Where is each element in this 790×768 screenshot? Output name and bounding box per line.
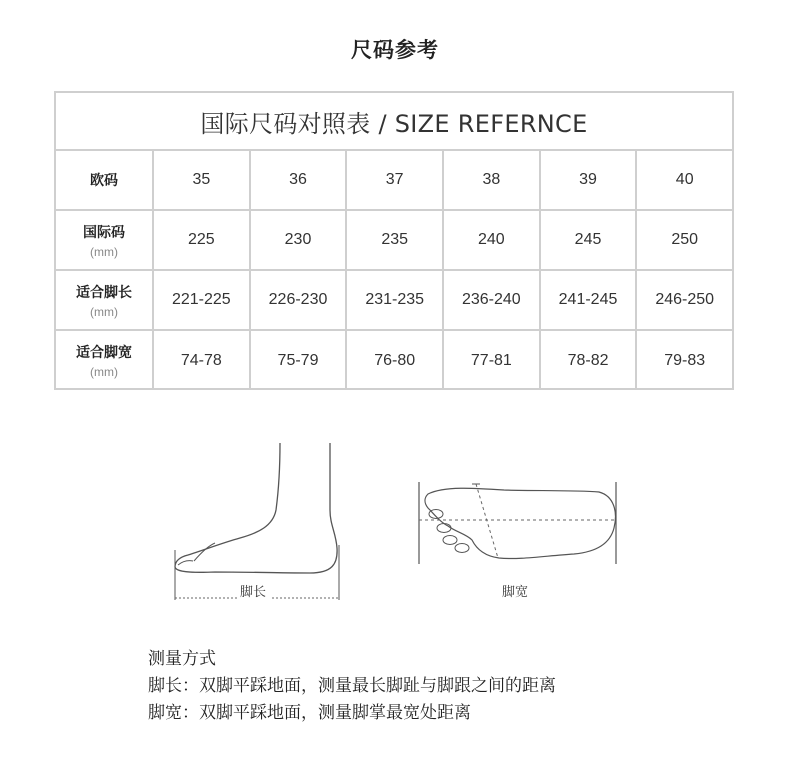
foot-side-view-illustration <box>160 440 360 600</box>
table-cell: 76-80 <box>345 331 442 390</box>
row-unit: (mm) <box>90 304 118 319</box>
row-label: 国际码 <box>83 224 125 241</box>
table-cell: 77-81 <box>442 331 539 390</box>
table-row-intl-size <box>56 211 732 271</box>
table-row-foot-length <box>56 271 732 331</box>
row-header <box>56 331 152 390</box>
table-cell: 37 <box>345 151 442 209</box>
measurement-figures <box>0 430 790 610</box>
notes-length-instruction: 脚长：双脚平踩地面，测量最长脚趾与脚跟之间的距离 <box>148 676 556 696</box>
table-row-eu-size <box>56 151 732 211</box>
table-row-foot-width <box>56 331 732 390</box>
table-cell: 75-79 <box>249 331 346 390</box>
table-cell: 230 <box>249 211 346 269</box>
row-label: 适合脚长 <box>76 284 132 301</box>
row-header <box>56 151 152 209</box>
measurement-notes <box>148 646 556 727</box>
row-header <box>56 211 152 269</box>
table-cell: 226-230 <box>249 271 346 329</box>
table-caption: 国际尺码对照表 / SIZE REFERNCE <box>56 93 732 151</box>
table-cell: 35 <box>152 151 249 209</box>
page-title: 尺码参考 <box>351 38 439 62</box>
foot-sole-view-illustration <box>414 478 624 578</box>
size-reference-table <box>54 91 734 390</box>
table-cell: 40 <box>635 151 732 209</box>
table-cell: 79-83 <box>635 331 732 390</box>
table-cell: 250 <box>635 211 732 269</box>
notes-width-instruction: 脚宽：双脚平踩地面，测量脚掌最宽处距离 <box>148 703 471 723</box>
row-label: 适合脚宽 <box>76 345 132 361</box>
foot-width-label: 脚宽 <box>502 585 529 600</box>
table-cell: 236-240 <box>442 271 539 329</box>
table-cell: 235 <box>345 211 442 269</box>
row-unit: (mm) <box>90 244 118 259</box>
table-cell: 246-250 <box>635 271 732 329</box>
table-cell: 38 <box>442 151 539 209</box>
table-cell: 36 <box>249 151 346 209</box>
row-label: 欧码 <box>90 173 118 189</box>
notes-title: 测量方式 <box>148 649 216 669</box>
table-cell: 245 <box>539 211 636 269</box>
foot-length-label: 脚长 <box>240 585 267 600</box>
table-cell: 240 <box>442 211 539 269</box>
table-cell: 39 <box>539 151 636 209</box>
table-cell: 221-225 <box>152 271 249 329</box>
row-header <box>56 271 152 329</box>
table-cell: 231-235 <box>345 271 442 329</box>
table-cell: 74-78 <box>152 331 249 390</box>
table-cell: 241-245 <box>539 271 636 329</box>
table-cell: 225 <box>152 211 249 269</box>
row-unit: (mm) <box>90 365 118 379</box>
table-cell: 78-82 <box>539 331 636 390</box>
